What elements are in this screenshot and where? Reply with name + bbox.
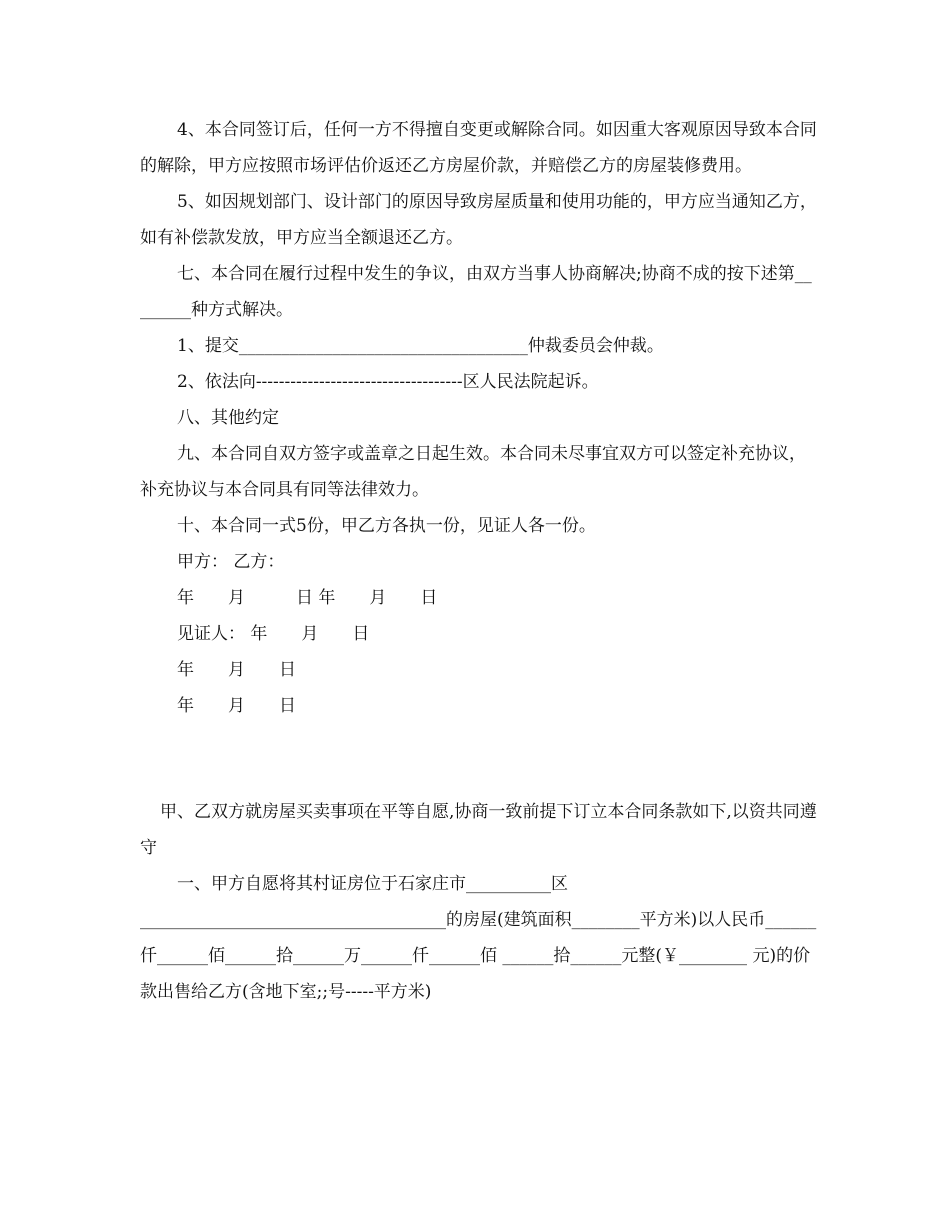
clause-5: 5、如因规划部门、设计部门的原因导致房屋质量和使用功能的，甲方应当通知乙方，如有补偿款发放，甲方应当全额退还乙方。 bbox=[140, 192, 817, 248]
signature-dates: 年 月 日 年 月 日 bbox=[177, 588, 438, 608]
section2-intro: 甲、乙双方就房屋买卖事项在平等自愿,协商一致前提下订立本合同条款如下,以资共同遵守 bbox=[140, 802, 817, 858]
witness-line: 见证人： 年 月 日 bbox=[177, 624, 370, 644]
signature-parties: 甲方： 乙方： bbox=[177, 552, 285, 572]
section-gap bbox=[140, 724, 820, 794]
clause-7-option-2: 2、依法向------------------------------------区人民法院起诉。 bbox=[177, 372, 599, 392]
clause-7: 七、本合同在履行过程中发生的争议，由双方当事人协商解决;协商不成的按下述第________种方式解决。 bbox=[140, 264, 812, 320]
witness-date-1: 年 月 日 bbox=[177, 660, 296, 680]
contract-page bbox=[140, 112, 820, 1010]
clause-10: 十、本合同一式5份，甲乙方各执一份，见证人各一份。 bbox=[177, 516, 596, 536]
section2-item1-line1: 一、甲方自愿将其村证房位于石家庄市__________区 bbox=[177, 874, 568, 894]
clause-7-option-1: 1、提交__________________________________仲裁委员会仲裁。 bbox=[177, 336, 664, 356]
clause-9: 九、本合同自双方签字或盖章之日起生效。本合同未尽事宜双方可以签定补充协议，补充协议与本合同具有同等法律效力。 bbox=[140, 444, 806, 500]
section2-item1-rest: ____________________________________的房屋(建筑面积________平方米)以人民币______仟______佰______拾______万______仟______佰 ______拾______元整(￥________ 元)的价款出售给乙方(含地下室;;号-----平方米) bbox=[140, 910, 817, 1002]
witness-date-2: 年 月 日 bbox=[177, 696, 296, 716]
clause-4: 4、本合同签订后，任何一方不得擅自变更或解除合同。如因重大客观原因导致本合同的解除，甲方应按照市场评估价返还乙方房屋价款，并赔偿乙方的房屋装修费用。 bbox=[140, 120, 817, 176]
clause-8: 八、其他约定 bbox=[177, 408, 279, 428]
